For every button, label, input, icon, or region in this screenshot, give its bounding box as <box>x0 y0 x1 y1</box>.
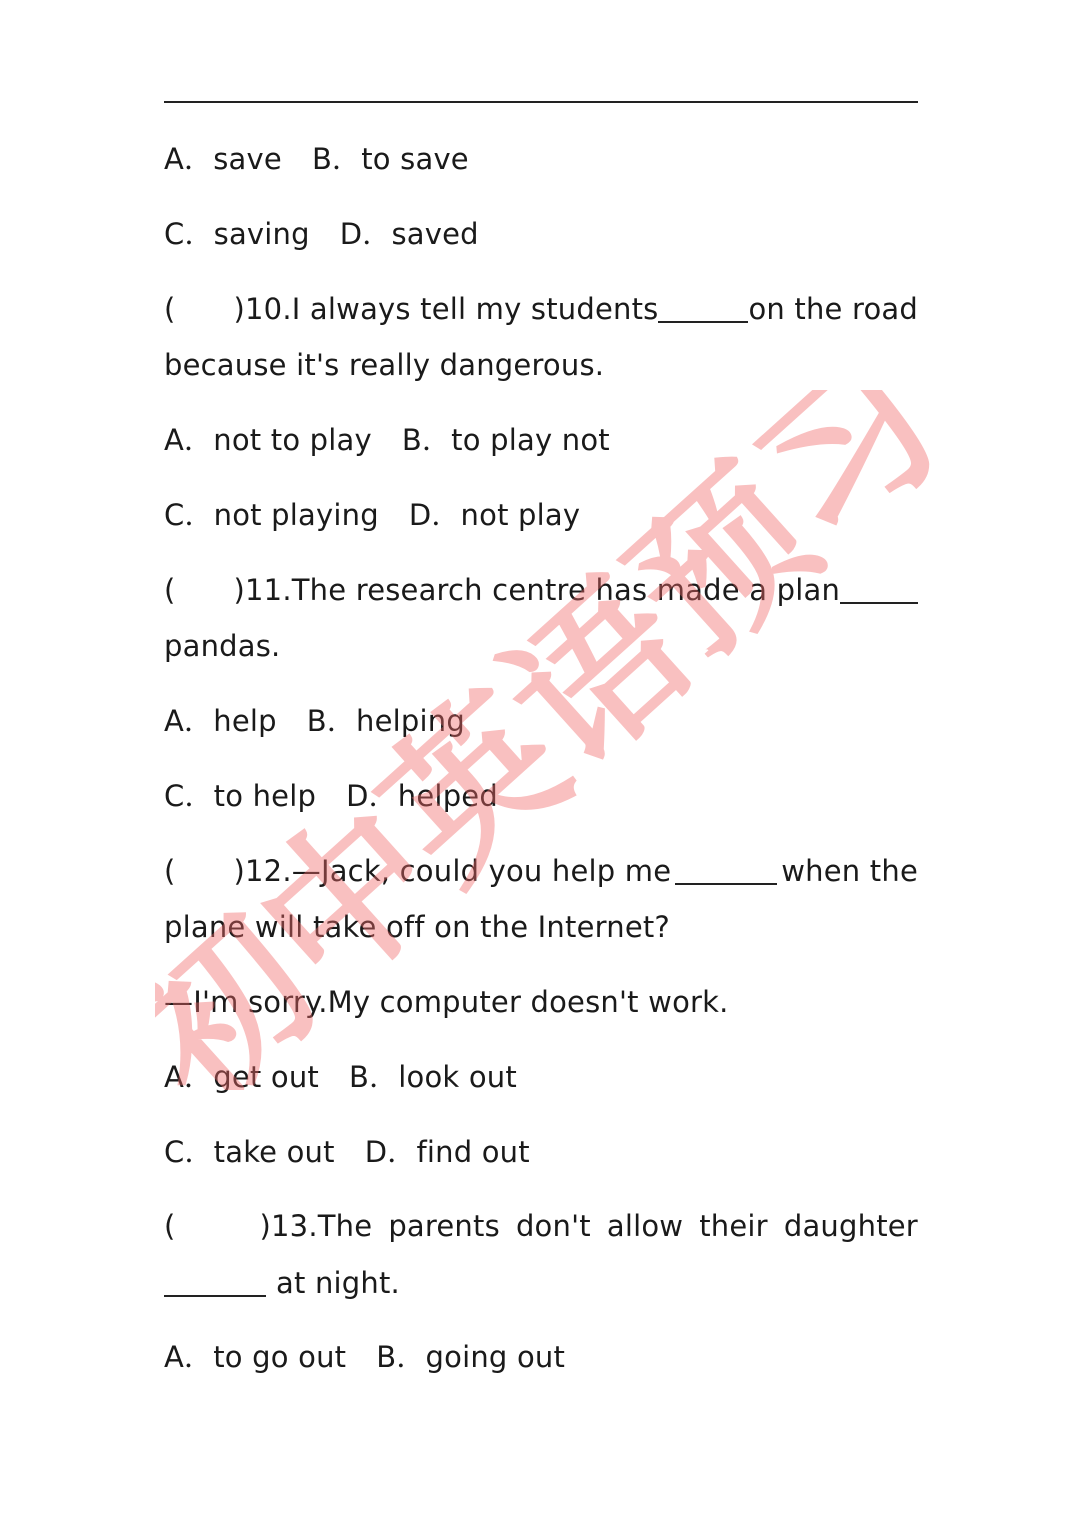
q10-answer-blank <box>658 321 748 323</box>
q12-answer-paren: ( <box>164 854 176 888</box>
q13-options-row-1 <box>164 1340 566 1374</box>
q12-option-c: C．take out <box>164 1135 335 1169</box>
q10-stem-start <box>164 292 659 326</box>
q11-option-a: A．help <box>164 704 277 738</box>
q9-option-d: D．saved <box>339 217 479 251</box>
q12-stem-line-1 <box>164 854 918 888</box>
q12-option-a: A．get out <box>164 1060 319 1094</box>
q13-stem-line-2 <box>164 1266 400 1300</box>
q13-stem-line-1 <box>164 1209 918 1243</box>
q10-option-b: B．to play not <box>401 423 610 457</box>
q11-option-c: C．to help <box>164 779 317 813</box>
q11-options-row-2 <box>164 779 498 813</box>
q9-option-c: C．saving <box>164 217 310 251</box>
q11-stem-start <box>164 573 841 607</box>
q11-stem-line-2: pandas. <box>164 629 281 663</box>
q10-after-blank: on the road <box>748 292 918 326</box>
q13-word: parents <box>388 1209 500 1243</box>
q13-word: )13.The <box>259 1209 373 1243</box>
q11-question-text: )11.The research centre has made a plan <box>233 573 841 607</box>
q10-question-text: )10.I always tell my students <box>233 292 659 326</box>
q12-stem-start <box>164 854 672 888</box>
q12-stem-line-2: plane will take off on the Internet? <box>164 910 671 944</box>
q13-word: don't <box>515 1209 591 1243</box>
q13-stem-start <box>164 1209 373 1243</box>
q12-stem-line-3: —I'm sorry.My computer doesn't work. <box>164 985 729 1019</box>
q9-options-row-1 <box>164 142 469 176</box>
q13-after-blank: at night. <box>276 1266 400 1300</box>
q10-options-row-2 <box>164 498 581 532</box>
q11-options-row-1 <box>164 704 465 738</box>
q13-answer-blank <box>164 1295 266 1297</box>
q11-answer-blank <box>840 602 918 604</box>
q10-option-c: C．not playing <box>164 498 379 532</box>
q13-word: daughter <box>783 1209 918 1243</box>
q9-option-b: B．to save <box>311 142 469 176</box>
q13-answer-paren: ( <box>164 1209 176 1243</box>
q11-option-b: B．helping <box>306 704 465 738</box>
watermark-text: 初中英语预习 <box>155 390 935 1090</box>
q13-option-a: A．to go out <box>164 1340 347 1374</box>
q12-option-d: D．find out <box>364 1135 530 1169</box>
q12-option-b: B．look out <box>348 1060 517 1094</box>
q11-stem-line-1 <box>164 573 918 607</box>
top-divider-line <box>164 101 918 103</box>
q12-after-blank: when the <box>781 854 918 888</box>
q12-options-row-2 <box>164 1135 530 1169</box>
q13-word: allow <box>606 1209 684 1243</box>
q10-options-row-1 <box>164 423 610 457</box>
q9-option-a: A．save <box>164 142 282 176</box>
q10-stem-line-1 <box>164 292 918 326</box>
q10-answer-paren: ( <box>164 292 176 326</box>
q10-option-a: A．not to play <box>164 423 372 457</box>
q12-question-text: )12.—Jack, could you help me <box>233 854 672 888</box>
q10-stem-line-2: because it's really dangerous. <box>164 348 605 382</box>
q9-options-row-2 <box>164 217 479 251</box>
q13-word: their <box>699 1209 768 1243</box>
q12-answer-blank <box>675 883 777 885</box>
q11-option-d: D．helped <box>346 779 498 813</box>
q13-option-b: B．going out <box>376 1340 566 1374</box>
q10-option-d: D．not play <box>408 498 581 532</box>
q12-options-row-1 <box>164 1060 517 1094</box>
q11-answer-paren: ( <box>164 573 176 607</box>
